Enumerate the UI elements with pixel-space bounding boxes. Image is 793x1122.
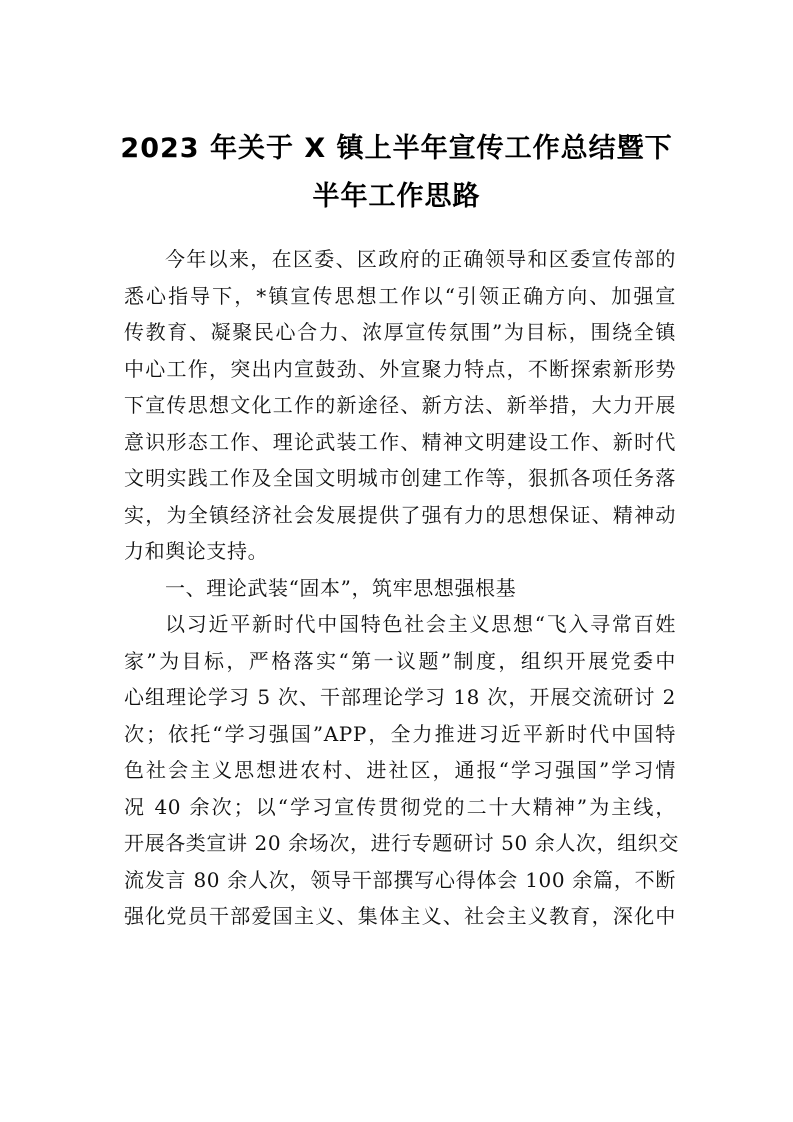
paragraph-line: 开展各类宣讲 20 余场次，进行专题研讨 50 余人次，组织交 [124,831,679,855]
paragraph-line: 下宣传思想文化工作的新途径、新方法、新举措，大力开展 [124,393,676,417]
paragraph-line: 心组理论学习 5 次、干部理论学习 18 次，开展交流研讨 2 [124,685,676,709]
paragraph-line: 况 40 余次；以“学习宣传贯彻党的二十大精神”为主线， [124,794,676,819]
paragraph-line: 次；依托“学习强国”APP，全力推进习近平新时代中国特 [124,721,676,746]
document-body [124,241,679,935]
paragraph-line: 今年以来，在区委、区政府的正确领导和区委宣传部的 [165,247,676,271]
paragraph-line: 传教育、凝聚民心合力、浓厚宣传氛围”为目标，围绕全镇 [124,320,676,344]
intro-paragraph [124,241,676,570]
paragraph-line: 文明实践工作及全国文明城市创建工作等，狠抓各项任务落 [124,466,676,490]
paragraph-line: 以习近平新时代中国特色社会主义思想“飞入寻常百姓 [165,612,676,636]
section-paragraph [124,606,679,935]
paragraph-line: 中心工作，突出内宣鼓劲、外宣聚力特点，不断探索新形势 [124,356,676,381]
paragraph-line: 流发言 80 余人次，领导干部撰写心得体会 100 余篇，不断 [124,867,676,892]
document-title-line-2: 半年工作思路 [312,181,481,212]
paragraph-line: 意识形态工作、理论武装工作、精神文明建设工作、新时代 [124,429,676,454]
paragraph-line: 强化党员干部爱国主义、集体主义、社会主义教育，深化中 [124,904,676,928]
paragraph-line: 悉心指导下，*镇宣传思想工作以“引领正确方向、加强宣 [124,283,676,308]
document-title-line-1: 2023 年关于 X 镇上半年宣传工作总结暨下 [120,133,673,164]
paragraph-line: 实，为全镇经济社会发展提供了强有力的思想保证、精神动 [124,502,676,527]
paragraph-line: 家”为目标，严格落实“第一议题”制度，组织开展党委中 [124,648,676,673]
section-heading: 一、理论武装“固本”，筑牢思想强根基 [165,575,517,600]
paragraph-line: 色社会主义思想进农村、进社区，通报“学习强国”学习情 [124,758,676,782]
paragraph-line: 力和舆论支持。 [124,539,269,563]
